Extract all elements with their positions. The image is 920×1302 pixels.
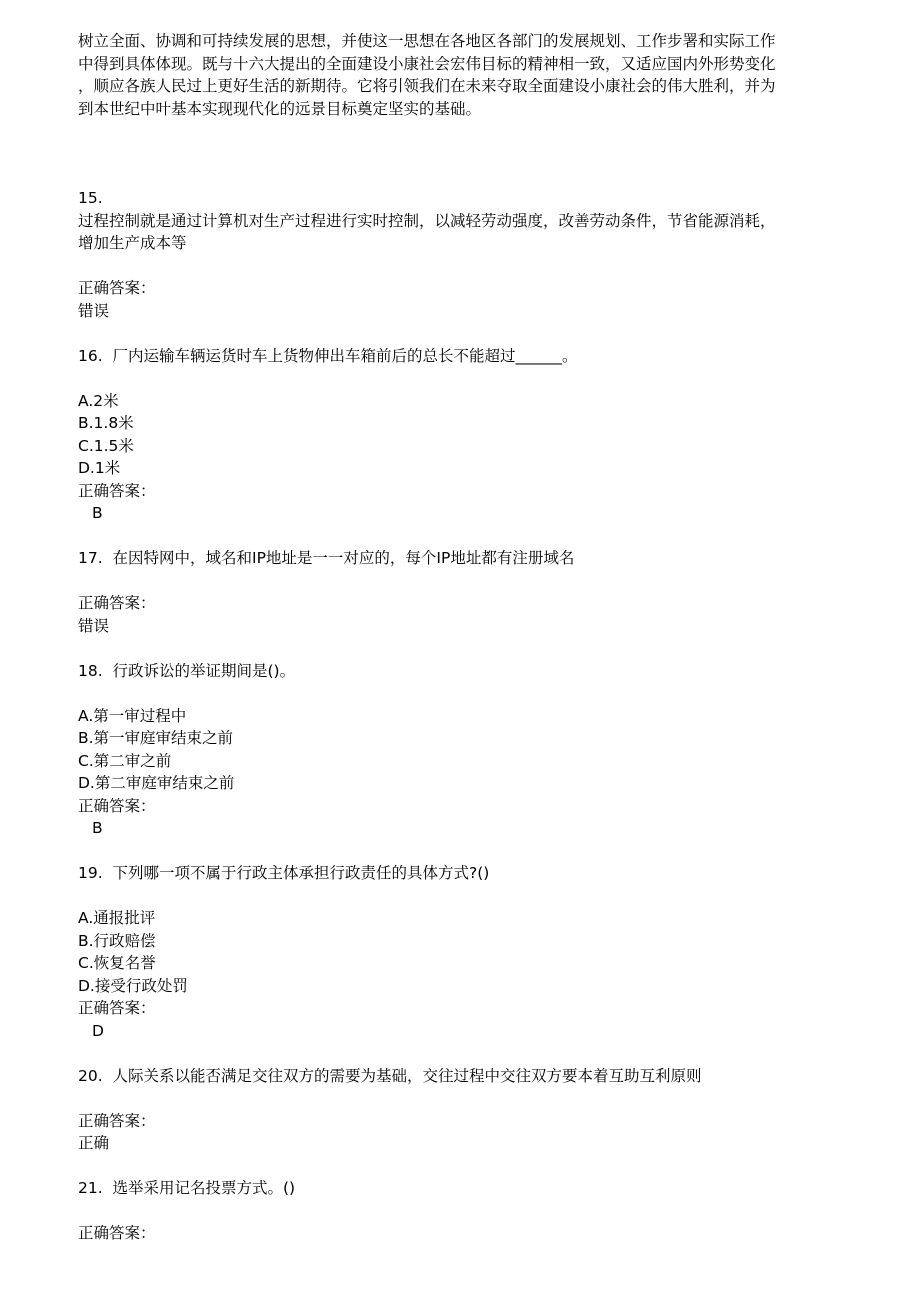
intro-line: 树立全面、协调和可持续发展的思想，并使这一思想在各地区各部门的发展规划、工作步署和实际工作 bbox=[78, 32, 776, 50]
intro-line: 到本世纪中叶基本实现现代化的远景目标奠定坚实的基础。 bbox=[78, 99, 482, 118]
question-text-line: 过程控制就是通过计算机对生产过程进行实时控制，以减轻劳动强度，改善劳动条件，节省能源消耗， bbox=[78, 211, 776, 230]
option-d: D.接受行政处罚 bbox=[78, 976, 188, 995]
option-b: B.1.8米 bbox=[78, 414, 134, 432]
option-d: D.第二审庭审结束之前 bbox=[78, 774, 235, 792]
question-text-line: 增加生产成本等 bbox=[78, 234, 187, 252]
intro-paragraph bbox=[78, 30, 848, 120]
question-15 bbox=[78, 187, 848, 322]
question-21 bbox=[78, 1177, 848, 1245]
document-page bbox=[78, 30, 848, 1245]
question-16 bbox=[78, 345, 848, 525]
option-c: C.恢复名誉 bbox=[78, 954, 156, 972]
option-a: A.2米 bbox=[78, 391, 119, 410]
question-stem: 17. 在因特网中，域名和IP地址是一一对应的，每个IP地址都有注册域名 bbox=[78, 549, 575, 567]
answer-label: 正确答案： bbox=[78, 594, 156, 612]
question-19 bbox=[78, 862, 848, 1042]
option-a: A.通报批评 bbox=[78, 909, 156, 927]
option-b: B.行政赔偿 bbox=[78, 931, 156, 950]
question-stem: 16. 厂内运输车辆运货时车上货物伸出车箱前后的总长不能超过______。 bbox=[78, 346, 578, 365]
question-18 bbox=[78, 660, 848, 840]
question-stem: 18. 行政诉讼的举证期间是()。 bbox=[78, 661, 296, 680]
question-17 bbox=[78, 547, 848, 637]
option-c: C.第二审之前 bbox=[78, 751, 172, 770]
answer-label: 正确答案： bbox=[78, 796, 156, 815]
question-stem: 20. 人际关系以能否满足交往双方的需要为基础，交往过程中交往双方要本着互助互利原则 bbox=[78, 1066, 702, 1085]
question-stem: 21. 选举采用记名投票方式。() bbox=[78, 1179, 296, 1197]
answer-value: B bbox=[92, 504, 103, 522]
option-a: A.第一审过程中 bbox=[78, 706, 187, 725]
answer-value: 错误 bbox=[78, 301, 110, 320]
answer-label: 正确答案： bbox=[78, 1224, 156, 1242]
question-number: 15. bbox=[78, 189, 103, 207]
answer-value: 正确 bbox=[78, 1134, 110, 1152]
option-b: B.第一审庭审结束之前 bbox=[78, 729, 234, 747]
answer-label: 正确答案： bbox=[78, 279, 156, 297]
answer-label: 正确答案： bbox=[78, 481, 156, 500]
answer-value: 错误 bbox=[78, 616, 110, 635]
answer-label: 正确答案： bbox=[78, 1111, 156, 1130]
question-20 bbox=[78, 1065, 848, 1155]
answer-label: 正确答案： bbox=[78, 999, 156, 1017]
option-c: C.1.5米 bbox=[78, 436, 134, 455]
answer-value: D bbox=[92, 1021, 104, 1040]
intro-line: 中得到具体体现。既与十六大提出的全面建设小康社会宏伟目标的精神相一致，又适应国内外形势变化 bbox=[78, 54, 776, 73]
intro-line: ，顺应各族人民过上更好生活的新期待。它将引领我们在未来夺取全面建设小康社会的伟大胜利，并为 bbox=[78, 77, 776, 95]
answer-value: B bbox=[92, 819, 103, 837]
option-d: D.1米 bbox=[78, 459, 121, 477]
question-stem: 19. 下列哪一项不属于行政主体承担行政责任的具体方式?() bbox=[78, 864, 490, 882]
